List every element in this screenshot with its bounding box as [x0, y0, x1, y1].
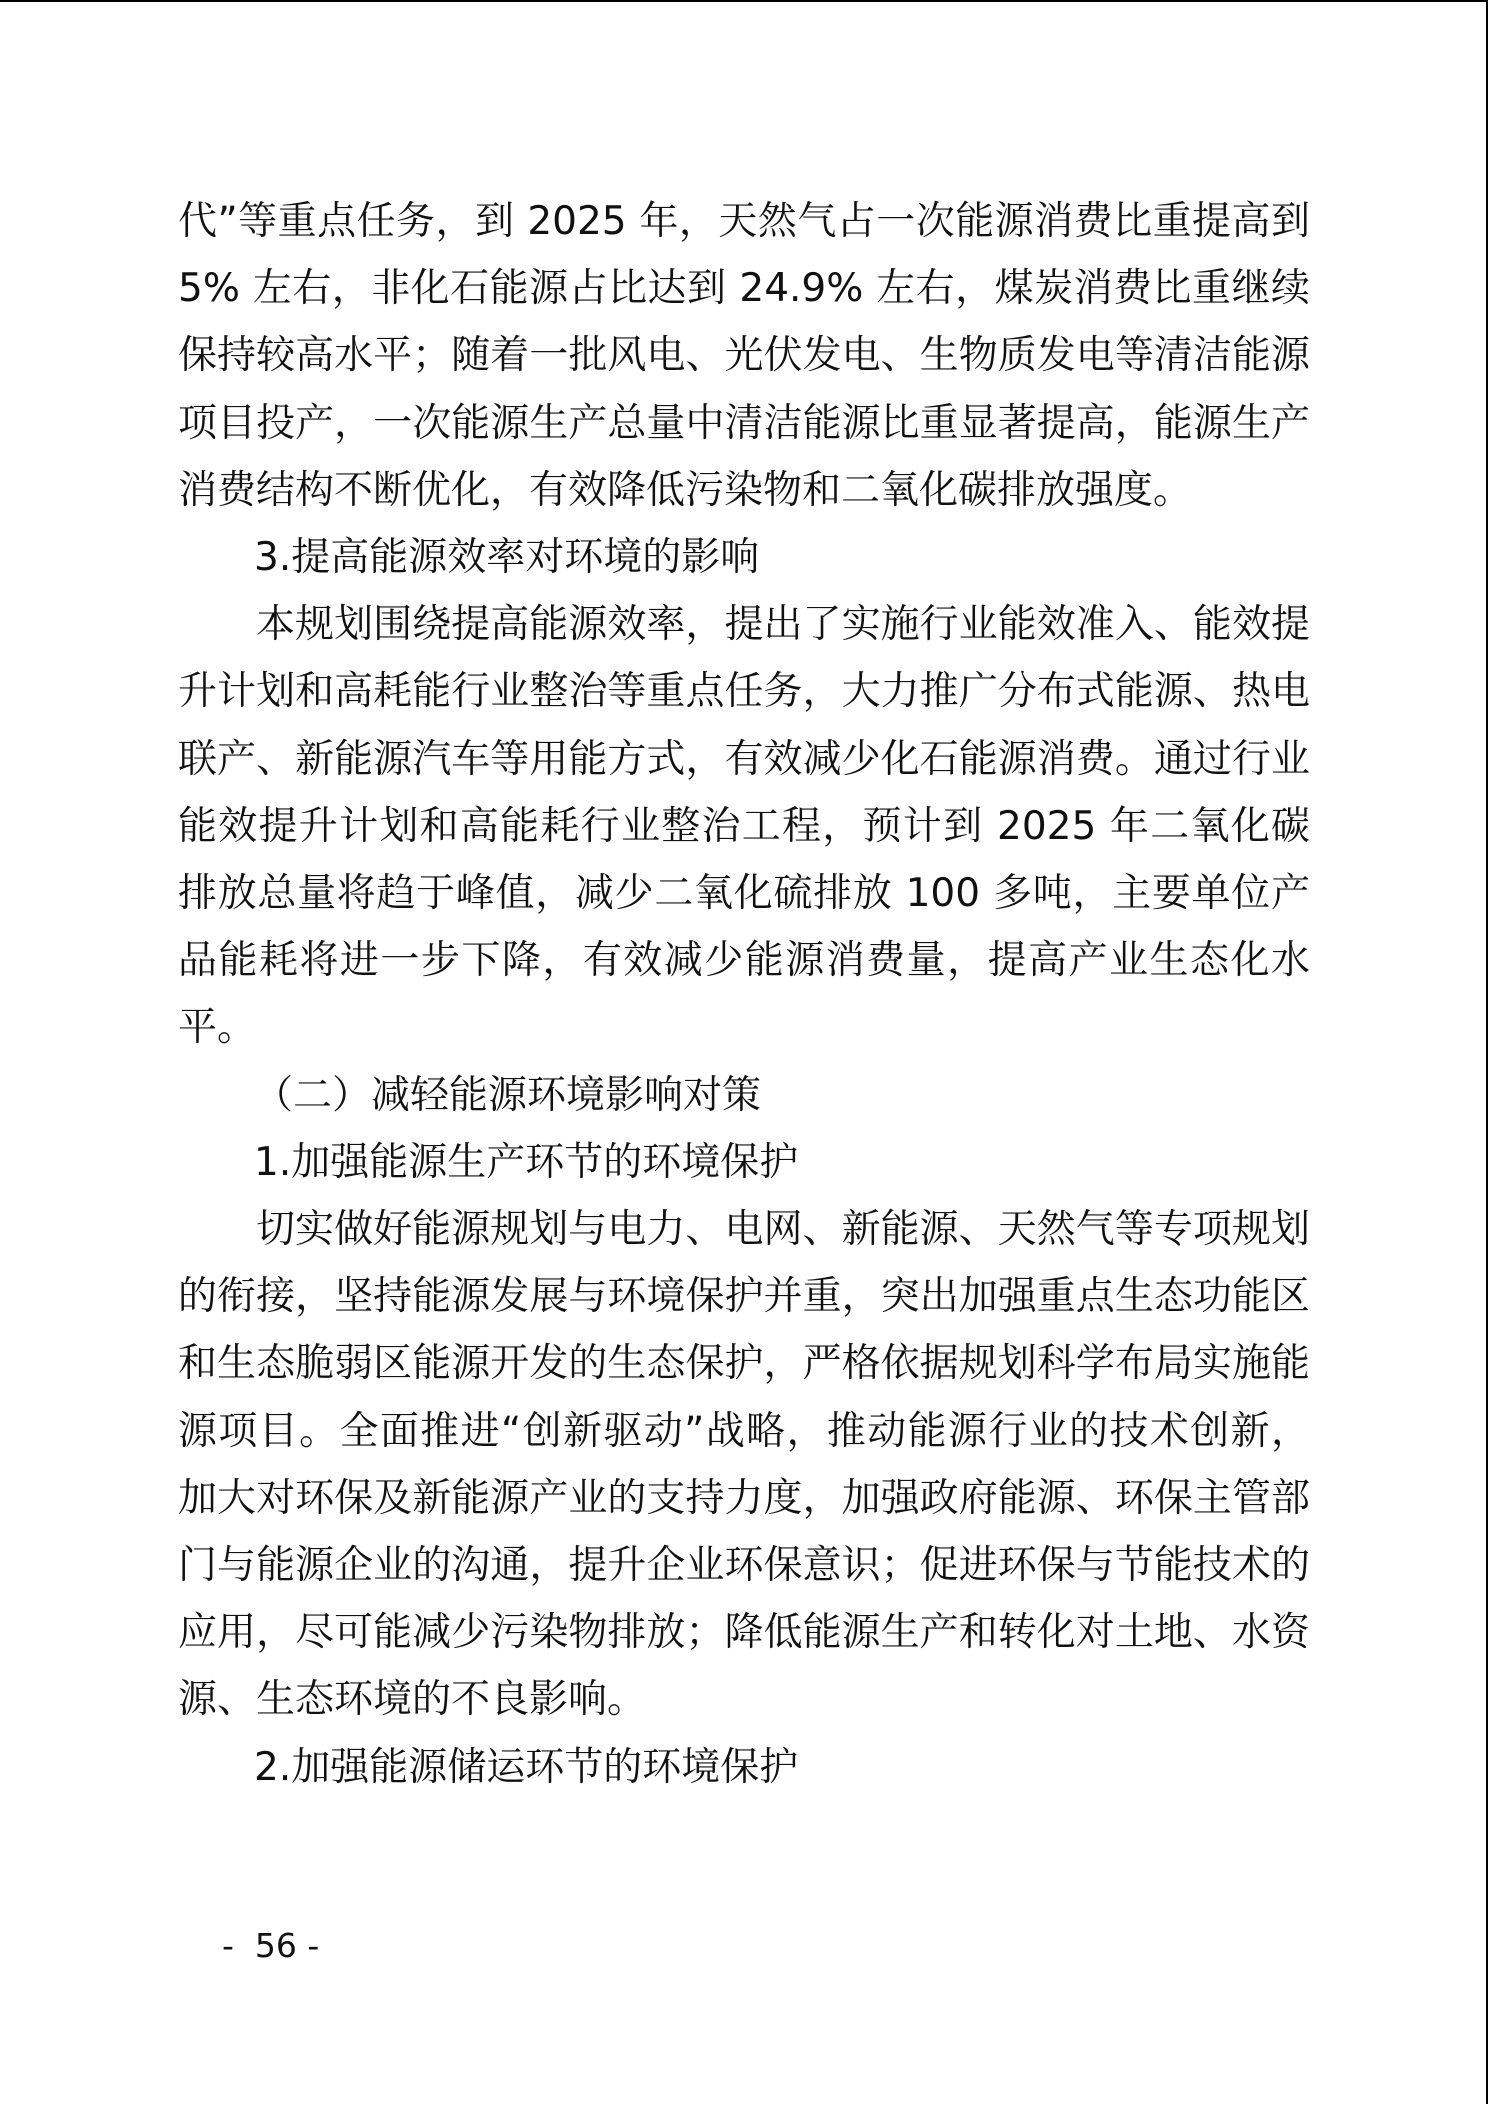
- page-number: - 56 -: [222, 1926, 320, 1965]
- document-body: [178, 188, 1310, 1801]
- heading-mitigation-measures: （二）减轻能源环境影响对策: [254, 1072, 762, 1118]
- paragraph-production-protection: 切实做好能源规划与电力、电网、新能源、天然气等专项规划的衔接，坚持能源发展与环境保护并重，突出加强重点生态功能区和生态脆弱区能源开发的生态保护，严格依据规划科学布局实施能源项目。全面推进“创新驱动”战略，推动能源行业的技术创新，加大对环保及新能源产业的支持力度，加强政府能源、环保主管部门与能源企业的沟通，提升企业环保意识；促进环保与节能技术的应用，尽可能减少污染物排放；降低能源生产和转化对土地、水资源、生态环境的不良影响。: [178, 1207, 1310, 1723]
- heading-production-protection: 1.加强能源生产环节的环境保护: [254, 1139, 799, 1185]
- page-top-border: [0, 0, 1488, 2]
- heading-energy-efficiency-impact: 3.提高能源效率对环境的影响: [254, 535, 760, 581]
- heading-storage-transport-protection: 2.加强能源储运环节的环境保护: [254, 1744, 799, 1790]
- paragraph-energy-efficiency: 本规划围绕提高能源效率，提出了实施行业能效准入、能效提升计划和高耗能行业整治等重点任务，大力推广分布式能源、热电联产、新能源汽车等用能方式，有效减少化石能源消费。通过行业能效提升计划和高能耗行业整治工程，预计到 2025 年二氧化碳排放总量将趋于峰值，减少二氧化硫排放 100 多吨，主要单位产品能耗将进一步下降，有效减少能源消费量，提高产业生态化水平。: [178, 602, 1310, 1051]
- paragraph-energy-structure: 代”等重点任务，到 2025 年，天然气占一次能源消费比重提高到 5% 左右，非化石能源占比达到 24.9% 左右，煤炭消费比重继续保持较高水平；随着一批风电、光伏发电、生物质发电等清洁能源项目投产，一次能源生产总量中清洁能源比重显著提高，能源生产消费结构不断优化，有效降低污染物和二氧化碳排放强度。: [178, 199, 1310, 513]
